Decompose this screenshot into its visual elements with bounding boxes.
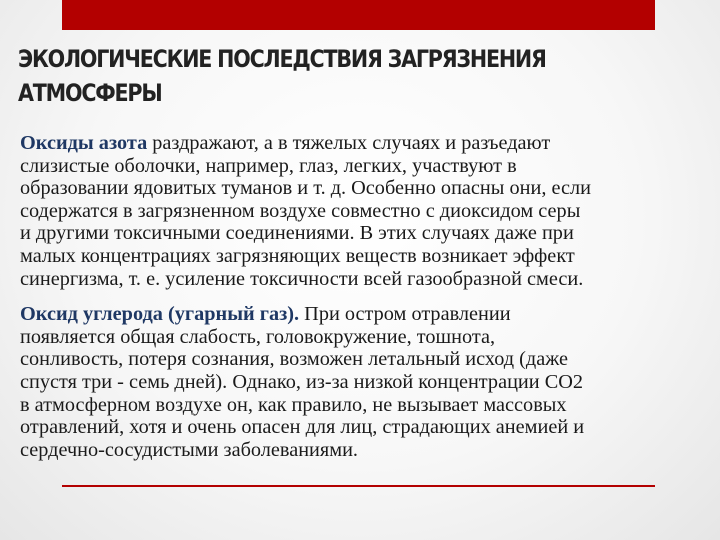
slide-title-line: АТМОСФЕРЫ <box>18 79 162 107</box>
paragraph-line: слизистые оболочки, например, глаз, легких, участвуют в <box>20 154 517 177</box>
paragraph-line: содержатся в загрязненном воздухе совместно с диоксидом серы <box>20 199 581 222</box>
paragraph-line: образовании ядовитых туманов и т. д. Особенно опасны они, если <box>20 177 591 200</box>
paragraph-first-line <box>20 303 710 326</box>
paragraph-line: сонливость, потеря сознания, возможен летальный исход (даже <box>20 348 568 371</box>
paragraph-line: синергизма, т. е. усиление токсичности всей газообразной смеси. <box>20 267 584 290</box>
paragraph-first-line <box>20 132 710 155</box>
paragraph-line: спустя три - семь дней). Однако, из-за низкой концентрации СО2 <box>20 370 584 393</box>
slide-title-line: ЭКОЛОГИЧЕСКИЕ ПОСЛЕДСТВИЯ ЗАГРЯЗНЕНИЯ <box>18 45 546 73</box>
term-nitrogen-oxides: Оксиды азота <box>20 132 148 154</box>
bottom-accent-line <box>62 485 655 487</box>
paragraph-line: и другими токсичными соединениями. В этих случаях даже при <box>20 222 574 245</box>
paragraph-line: сердечно-сосудистыми заболеваниями. <box>20 438 358 461</box>
top-accent-bar <box>62 0 655 30</box>
paragraph-line: отравлений, хотя и очень опасен для лиц, страдающих анемией и <box>20 416 585 439</box>
paragraph-lead-text: При остром отравлении <box>299 303 511 326</box>
paragraph-carbon-monoxide <box>20 303 710 461</box>
paragraph-line: появляется общая слабость, головокружение, тошнота, <box>20 325 496 348</box>
slide-body <box>20 132 710 461</box>
paragraph-lead-text: раздражают, а в тяжелых случаях и разъедают <box>147 132 551 154</box>
paragraph-nitrogen-oxides <box>20 132 710 290</box>
term-carbon-monoxide: Оксид углерода (угарный газ). <box>20 303 300 326</box>
paragraph-line: в атмосферном воздухе он, как правило, не вызывает массовых <box>20 393 567 416</box>
slide-title <box>18 42 568 110</box>
paragraph-line: малых концентрациях загрязняющих веществ возникает эффект <box>20 244 575 267</box>
